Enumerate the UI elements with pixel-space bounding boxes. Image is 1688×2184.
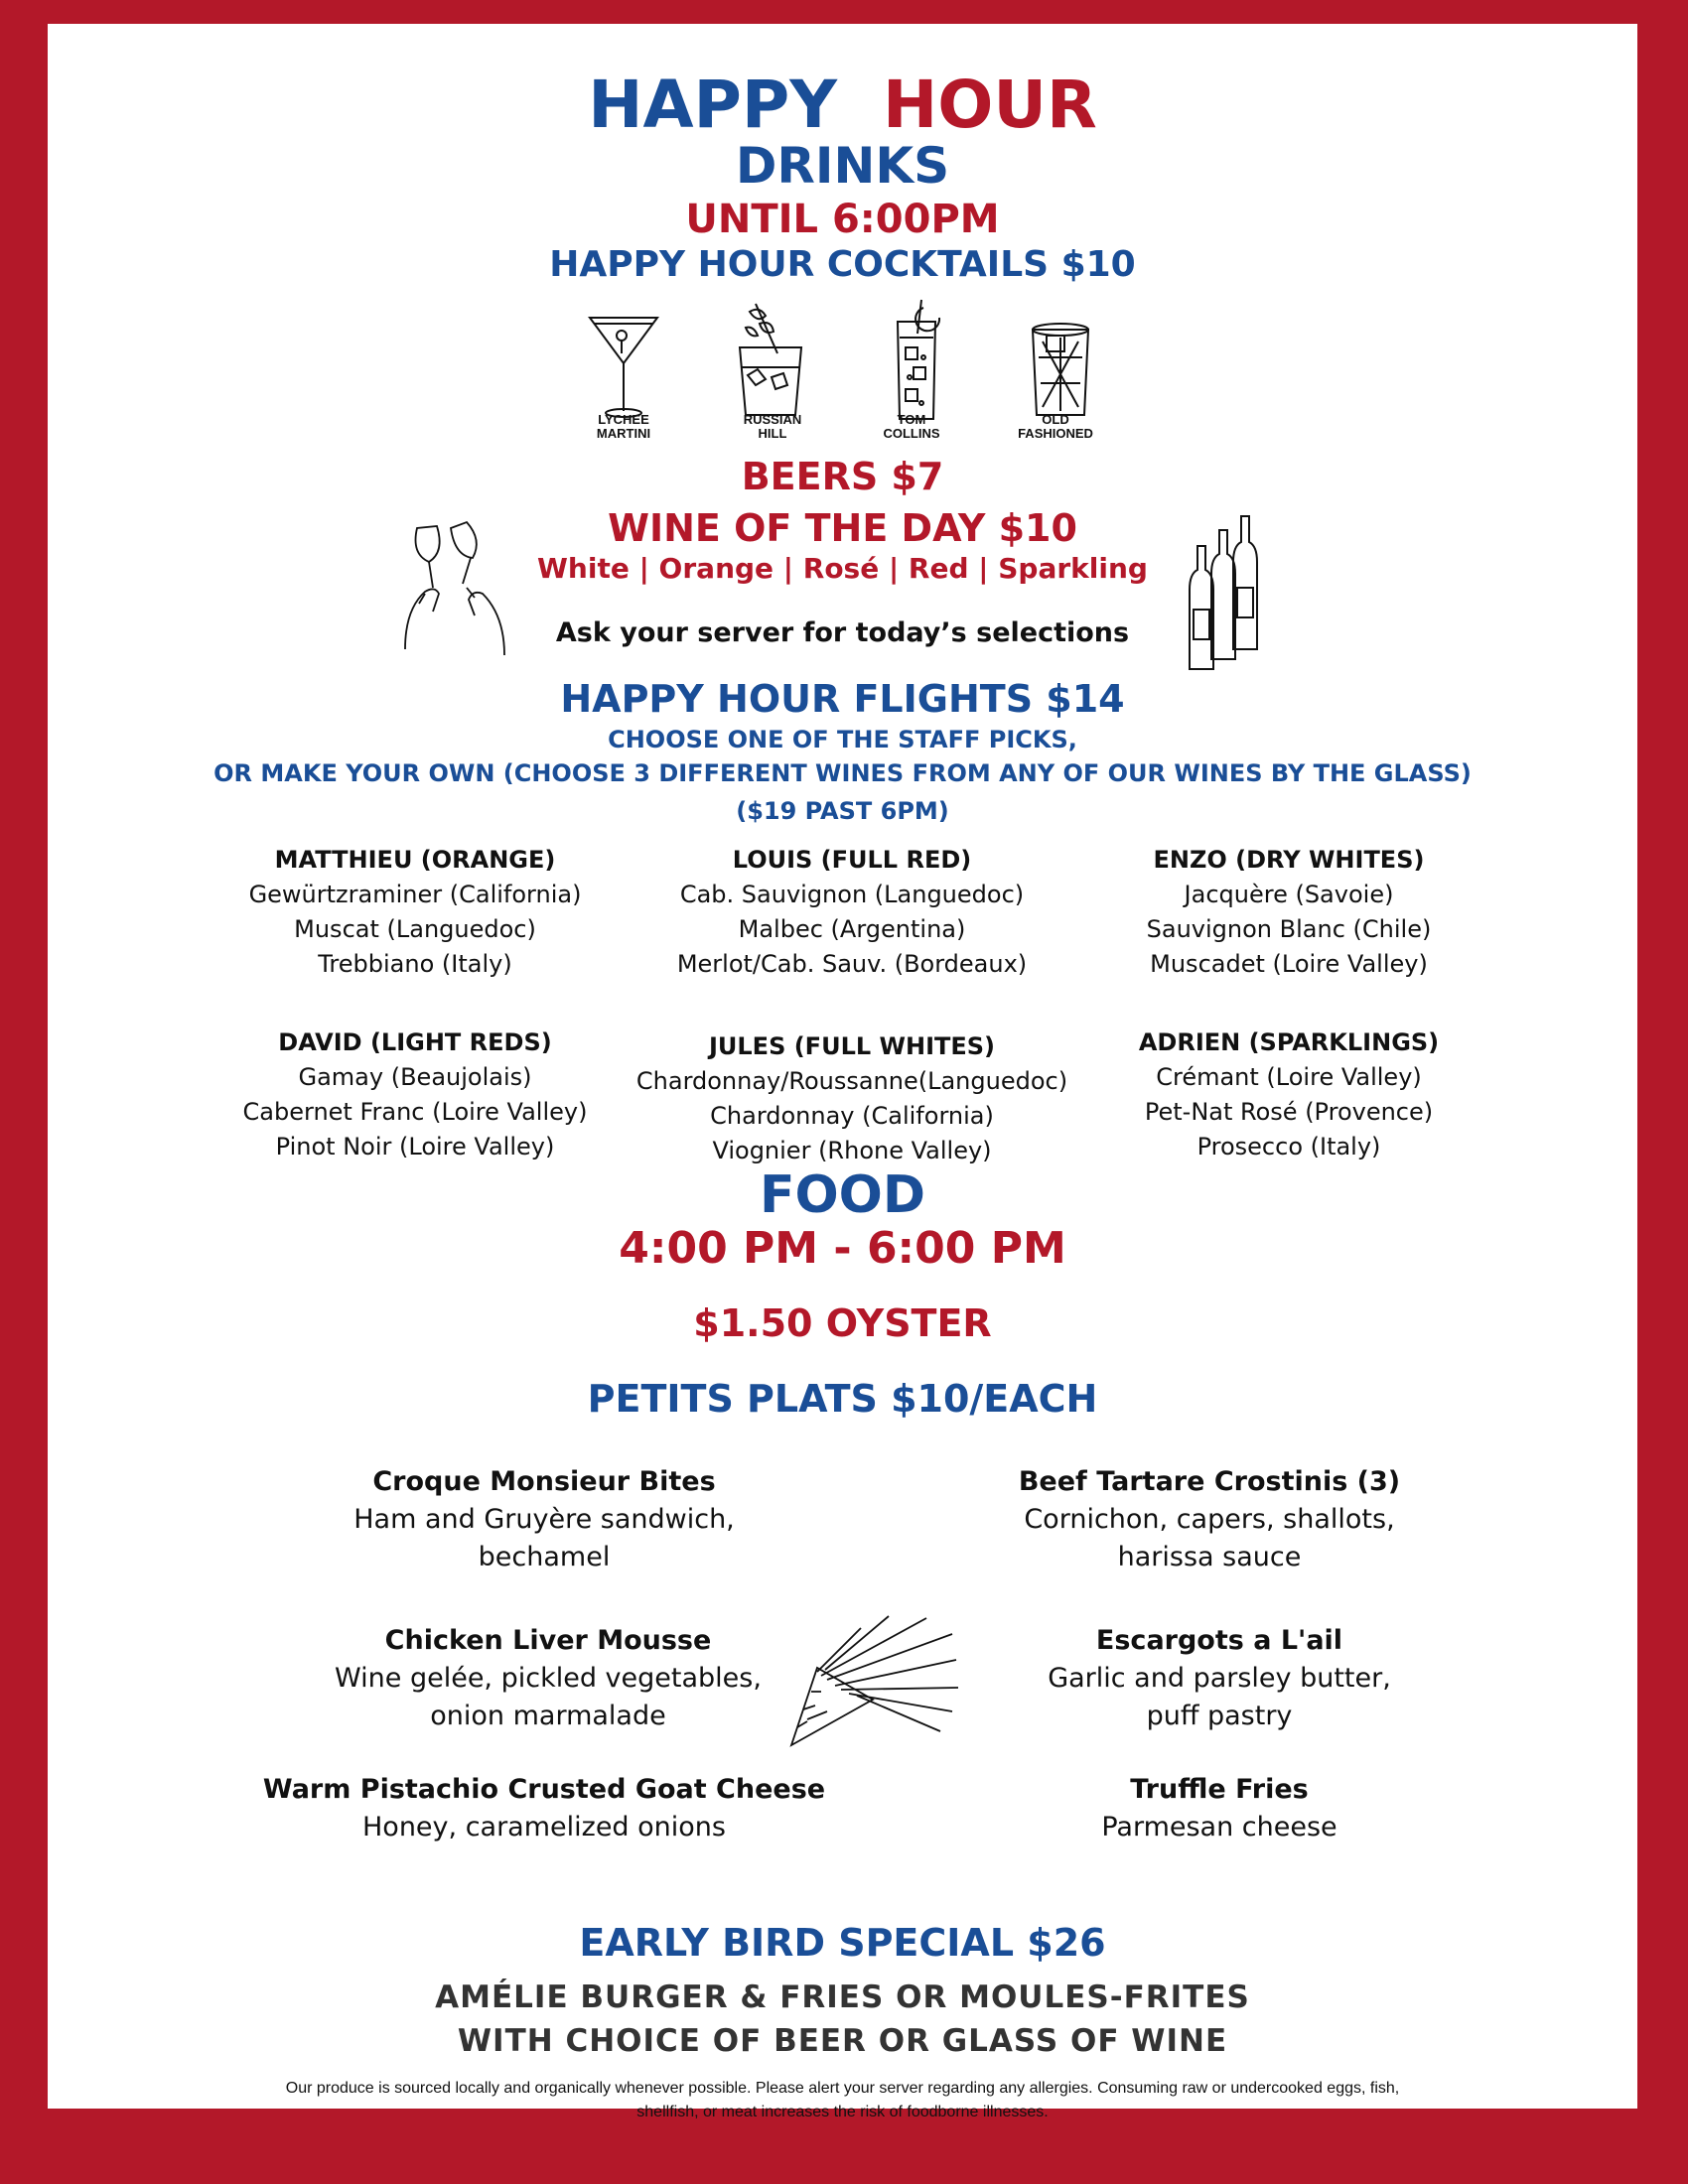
cocktail-label-tom-collins: TOM COLLINS <box>883 412 940 441</box>
early-bird-line-2: WITH CHOICE OF BEER OR GLASS OF WINE <box>457 2023 1228 2059</box>
collins-glass-icon <box>882 294 951 427</box>
dish-croque-monsieur: Croque Monsieur Bites Ham and Gruyère sandwich, bechamel <box>353 1466 735 1572</box>
early-bird-heading: EARLY BIRD SPECIAL $26 <box>579 1921 1106 1965</box>
cocktail-label-russian-hill: RUSSIAN HILL <box>743 412 802 441</box>
petits-plats-heading: PETITS PLATS $10/EACH <box>587 1377 1098 1421</box>
flight-pick-matthieu: MATTHIEU (ORANGE) Gewürtzraminer (California) Muscat (Languedoc) Trebbiano (Italy) <box>248 846 582 978</box>
rocks-glass-garnish-icon <box>726 298 815 427</box>
dish-escargots: Escargots a L'ail Garlic and parsley butter, puff pastry <box>1048 1625 1391 1731</box>
page-title <box>48 66 1637 145</box>
dish-beef-tartare: Beef Tartare Crostinis (3) Cornichon, capers, shallots, harissa sauce <box>1018 1466 1401 1572</box>
flights-heading: HAPPY HOUR FLIGHTS $14 <box>560 677 1125 721</box>
ask-server-note: Ask your server for today’s selections <box>555 617 1130 648</box>
wine-of-the-day: WINE OF THE DAY $10 <box>608 506 1077 550</box>
flight-pick-louis: LOUIS (FULL RED) Cab. Sauvignon (Languedoc) Malbec (Argentina) Merlot/Cab. Sauv. (Bordeaux) <box>676 846 1028 978</box>
flight-pick-david: DAVID (LIGHT REDS) Gamay (Beaujolais) Cabernet Franc (Loire Valley) Pinot Noir (Loire Valley) <box>242 1028 588 1160</box>
flights-line-1: CHOOSE ONE OF THE STAFF PICKS, <box>608 726 1077 753</box>
dish-chicken-liver-mousse: Chicken Liver Mousse Wine gelée, pickled vegetables, onion marmalade <box>335 1625 762 1731</box>
footer-disclaimer-line-1: Our produce is sourced locally and organically whenever possible. Please alert your server regarding any allergies. Consuming raw or undercooked eggs, fish, <box>285 2080 1400 2097</box>
title-happy: HAPPY <box>588 67 838 143</box>
food-heading: FOOD <box>759 1165 926 1225</box>
beers-price: BEERS $7 <box>741 455 944 498</box>
cocktail-label-lychee-martini: LYCHEE MARTINI <box>596 412 651 441</box>
drinks-heading: DRINKS <box>735 137 950 195</box>
flights-line-3: ($19 PAST 6PM) <box>736 797 949 825</box>
flight-pick-jules: JULES (FULL WHITES) Chardonnay/Roussanne(Languedoc) Chardonnay (California) Viognier (Rhone Valley) <box>635 1032 1068 1164</box>
food-hours: 4:00 PM - 6:00 PM <box>619 1223 1066 1274</box>
wine-toast-icon <box>385 510 524 669</box>
dish-truffle-fries: Truffle Fries Parmesan cheese <box>1101 1774 1337 1843</box>
oyster-price: $1.50 OYSTER <box>693 1301 992 1345</box>
cocktail-label-old-fashioned: OLD FASHIONED <box>1018 412 1093 441</box>
flight-pick-adrien: ADRIEN (SPARKLINGS) Crémant (Loire Valley) Pet-Nat Rosé (Provence) Prosecco (Italy) <box>1138 1028 1440 1160</box>
footer-disclaimer-line-2: shellfish, or meat increases the risk of foodborne illnesses. <box>636 2104 1049 2120</box>
old-fashioned-glass-icon <box>1021 308 1100 427</box>
title-hour: HOUR <box>883 67 1097 143</box>
cocktails-heading: HAPPY HOUR COCKTAILS $10 <box>549 244 1136 285</box>
menu-page <box>48 24 1637 2120</box>
wine-types: White | Orange | Rosé | Red | Sparkling <box>537 552 1148 585</box>
dish-goat-cheese: Warm Pistachio Crusted Goat Cheese Honey, caramelized onions <box>262 1774 826 1843</box>
french-fries-icon <box>777 1608 966 1757</box>
until-time: UNTIL 6:00PM <box>685 197 1000 242</box>
flights-line-2: OR MAKE YOUR OWN (CHOOSE 3 DIFFERENT WINES FROM ANY OF OUR WINES BY THE GLASS) <box>213 759 1472 787</box>
early-bird-line-1: AMÉLIE BURGER & FRIES OR MOULES-FRITES <box>435 1979 1250 2015</box>
flight-pick-enzo: ENZO (DRY WHITES) Jacquère (Savoie) Sauvignon Blanc (Chile) Muscadet (Loire Valley) <box>1146 846 1432 978</box>
wine-bottles-icon <box>1176 510 1265 679</box>
